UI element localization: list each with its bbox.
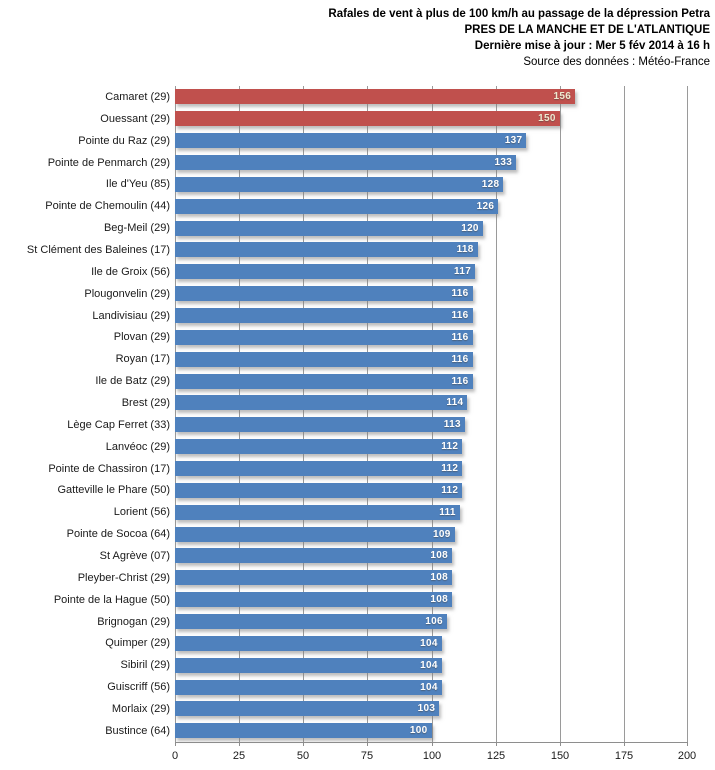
bar (175, 527, 455, 542)
category-label: Bustince (64) (105, 724, 170, 737)
bar-value-label: 156 (553, 91, 572, 103)
bar (175, 89, 575, 104)
category-label: Quimper (29) (105, 637, 170, 650)
x-axis-tick (367, 743, 368, 746)
bar-row (175, 108, 688, 130)
bar-value-label: 104 (420, 637, 438, 649)
bar (175, 548, 452, 563)
bar (175, 286, 473, 301)
category-label: Morlaix (29) (111, 702, 170, 715)
category-label: St Clément des Baleines (17) (26, 243, 170, 256)
category-label: Gatteville le Phare (50) (57, 484, 170, 497)
category-label: Brignogan (29) (97, 615, 170, 628)
bar-row (175, 436, 688, 458)
bar-row (175, 458, 688, 480)
chart-source-line: Source des données : Météo-France (523, 56, 710, 68)
bar-row (175, 589, 688, 611)
bar-row (175, 479, 688, 501)
x-tick-label: 125 (486, 750, 506, 762)
bar (175, 505, 460, 520)
category-label: Lanvéoc (29) (105, 440, 170, 453)
bar (175, 592, 452, 607)
x-axis (171, 743, 697, 769)
bar-value-label: 126 (476, 200, 495, 212)
bar (175, 308, 473, 323)
bar-value-label: 109 (432, 528, 451, 540)
bar (175, 461, 462, 476)
category-label: Camaret (29) (105, 90, 170, 103)
bar-row (175, 261, 688, 283)
bar-row (175, 676, 688, 698)
bar-row (175, 523, 688, 545)
category-label: Royan (17) (115, 353, 170, 366)
bar-value-label: 128 (481, 178, 500, 190)
bar-value-label: 113 (443, 419, 461, 431)
x-axis-tick (239, 743, 240, 746)
category-label: Lège Cap Ferret (33) (67, 418, 170, 431)
bar-row (175, 305, 688, 327)
category-label: Ile de Batz (29) (95, 375, 170, 388)
bar (175, 636, 442, 651)
bar (175, 111, 560, 126)
bars-container (175, 86, 688, 742)
bar (175, 155, 516, 170)
bar-value-label: 118 (456, 244, 474, 256)
chart-title-line-2: PRES DE LA MANCHE ET DE L'ATLANTIQUE (464, 24, 710, 36)
category-label: Brest (29) (121, 396, 170, 409)
x-axis-tick (303, 743, 304, 746)
bar-row (175, 392, 688, 414)
chart-title-block (328, 6, 710, 70)
bar-row (175, 567, 688, 589)
x-axis-tick (496, 743, 497, 746)
category-label: St Agrève (07) (99, 549, 170, 562)
bar (175, 658, 442, 673)
bar-row (175, 152, 688, 174)
bar-value-label: 112 (441, 484, 459, 496)
plot-area (175, 86, 688, 743)
bar-value-label: 116 (451, 331, 469, 343)
bar-row (175, 130, 688, 152)
bar-row (175, 217, 688, 239)
bar-row (175, 370, 688, 392)
bar (175, 352, 473, 367)
bar-value-label: 103 (417, 703, 436, 715)
bar-row (175, 239, 688, 261)
bar-value-label: 116 (451, 310, 469, 322)
bar (175, 439, 462, 454)
bar-row (175, 720, 688, 742)
bar-row (175, 195, 688, 217)
bar-value-label: 116 (451, 375, 469, 387)
category-label: Lorient (56) (113, 506, 170, 519)
bar-value-label: 112 (441, 463, 459, 475)
bar-value-label: 106 (425, 616, 443, 628)
bar-row (175, 545, 688, 567)
bar (175, 177, 503, 192)
category-axis-labels (0, 86, 170, 742)
x-axis-tick (175, 743, 176, 746)
bar-row (175, 698, 688, 720)
bar (175, 330, 473, 345)
x-tick-label: 200 (677, 750, 697, 762)
bar-value-label: 133 (494, 157, 513, 168)
category-label: Landivisiau (29) (92, 309, 170, 322)
bar-row (175, 632, 688, 654)
bar-row (175, 86, 688, 108)
bar-value-label: 116 (451, 353, 469, 365)
bar (175, 614, 447, 629)
bar (175, 570, 452, 585)
category-label: Pointe de Penmarch (29) (47, 156, 170, 169)
bar-row (175, 611, 688, 633)
bar-row (175, 654, 688, 676)
x-tick-label: 0 (171, 750, 179, 762)
x-tick-label: 25 (232, 750, 246, 762)
bar (175, 701, 439, 716)
bar (175, 264, 475, 279)
bar-value-label: 100 (409, 725, 428, 737)
bar-value-label: 120 (461, 222, 479, 234)
bar (175, 395, 467, 410)
category-label: Plovan (29) (113, 331, 170, 344)
bar-row (175, 283, 688, 305)
bar-row (175, 173, 688, 195)
bar (175, 723, 432, 738)
category-label: Beg-Meil (29) (103, 222, 170, 235)
chart-title-line-1: Rafales de vent à plus de 100 km/h au passage de la dépression Petra (328, 8, 710, 20)
bar-row (175, 414, 688, 436)
category-label: Pleyber-Christ (29) (77, 571, 170, 584)
bar-value-label: 117 (454, 266, 472, 278)
bar (175, 242, 478, 257)
bar (175, 483, 462, 498)
bar-value-label: 150 (538, 113, 556, 125)
bar-value-label: 137 (504, 135, 523, 147)
bar (175, 374, 473, 389)
bar-value-label: 104 (420, 681, 438, 693)
chart-title-line-3: Dernière mise à jour : Mer 5 fév 2014 à 16 h (474, 40, 710, 52)
bar (175, 221, 483, 236)
bar-row (175, 326, 688, 348)
bar (175, 133, 526, 148)
bar-row (175, 501, 688, 523)
bar-value-label: 112 (441, 441, 459, 453)
x-axis-tick (560, 743, 561, 746)
bar-value-label: 114 (446, 397, 464, 409)
bar-row (175, 348, 688, 370)
category-label: Sibiril (29) (120, 659, 170, 672)
category-label: Pointe de la Hague (50) (53, 593, 170, 606)
category-label: Pointe du Raz (29) (78, 134, 170, 147)
x-tick-label: 75 (360, 750, 374, 762)
x-tick-label: 150 (550, 750, 570, 762)
x-axis-tick (432, 743, 433, 746)
bar (175, 417, 465, 432)
bar-value-label: 116 (451, 288, 469, 300)
bar-value-label: 108 (430, 572, 449, 584)
x-tick-label: 100 (422, 750, 442, 762)
bar-value-label: 108 (430, 550, 449, 562)
category-label: Plougonvelin (29) (84, 287, 170, 300)
x-tick-label: 50 (296, 750, 310, 762)
category-label: Pointe de Socoa (64) (66, 528, 170, 541)
category-label: Ile de Groix (56) (91, 265, 170, 278)
bar-value-label: 108 (430, 594, 449, 606)
x-tick-label: 175 (614, 750, 634, 762)
category-label: Pointe de Chemoulin (44) (45, 200, 170, 213)
category-label: Guiscriff (56) (107, 681, 170, 694)
bar (175, 680, 442, 695)
x-axis-tick (624, 743, 625, 746)
bar (175, 199, 498, 214)
bar-value-label: 111 (439, 506, 456, 518)
category-label: Ouessant (29) (100, 112, 170, 125)
category-label: Pointe de Chassiron (17) (48, 462, 170, 475)
x-axis-tick (687, 743, 688, 746)
category-label: Ile d'Yeu (85) (105, 178, 170, 191)
bar-value-label: 104 (420, 659, 438, 671)
